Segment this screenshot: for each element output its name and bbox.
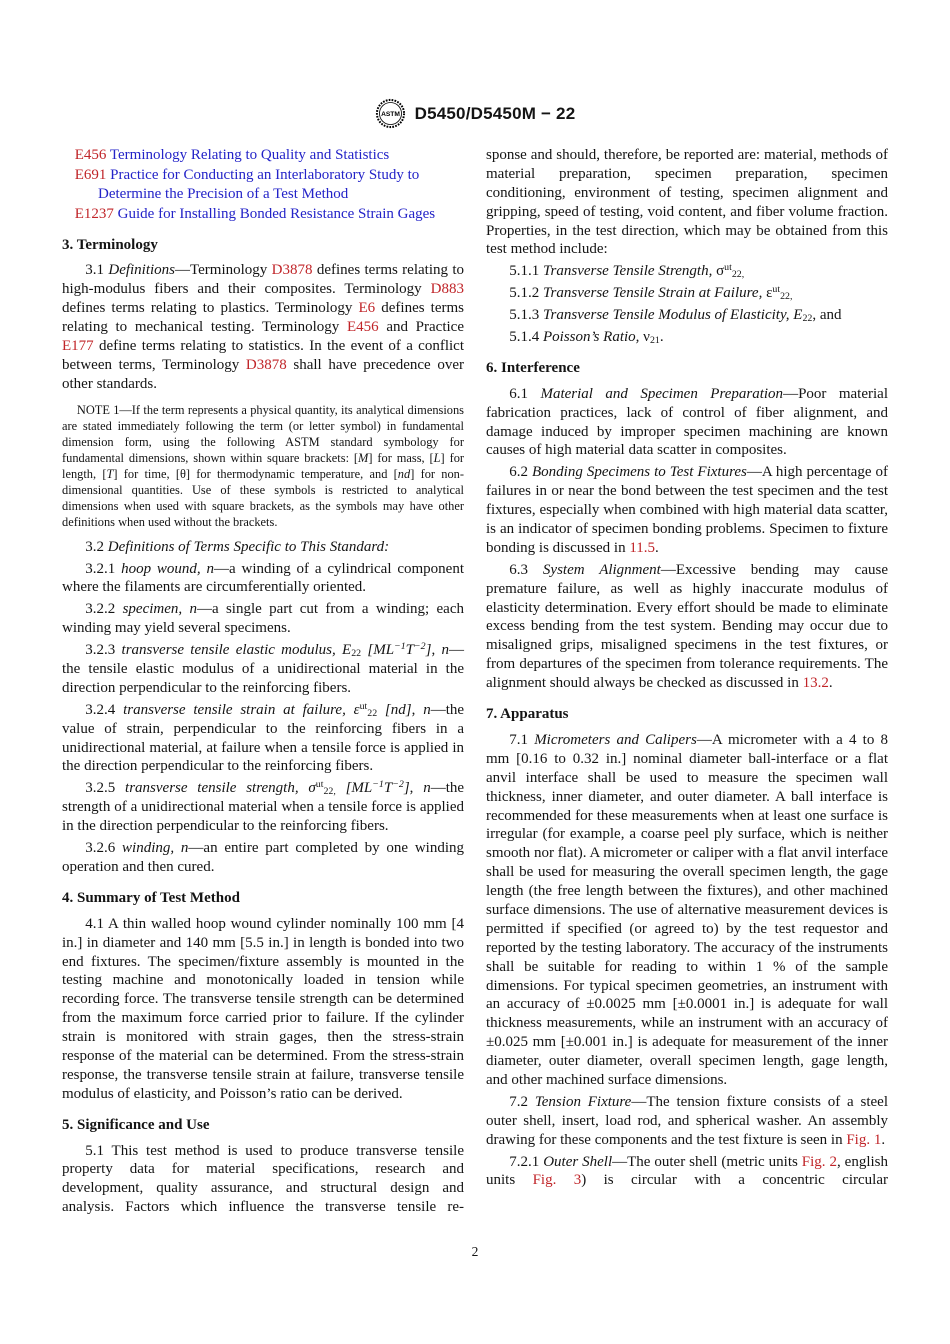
text-segment: n bbox=[441, 642, 449, 659]
paragraph bbox=[486, 328, 888, 347]
text-segment: σ bbox=[716, 263, 725, 280]
text-segment: —Excessive bending may cause premature failure, as well as highly inaccurate modulus of elasticity determination. Every effort should be made to eliminate excess bending from the test system. Bending may occur due to misaligned grips, misaligned specimens in the test fixtures, or from departures of the specimen from tolerance requirements. The alignment should always be checked as discussed in bbox=[486, 561, 888, 692]
right-column bbox=[486, 146, 888, 1220]
text-segment: —A high percentage of failures in or near the bond between the test specimen and the test fixtures, especially when combined with high material data scatter, is an indicator of specimen bonding problems. Specimen to fixture bonding is discussed in bbox=[486, 464, 888, 556]
text-segment: , and bbox=[812, 307, 842, 324]
cross-reference-link[interactable]: Fig. 3 bbox=[532, 1172, 582, 1189]
text-segment: Definitions bbox=[108, 262, 176, 279]
text-segment: 3.2.5 bbox=[85, 780, 126, 797]
text-segment: defines terms relating to plastics. Terminology bbox=[62, 300, 359, 317]
text-segment: —Poor material fabrication practices, lack of control of fiber alignment, and damage induced by improper specimen machining are known causes of high material data scatter in composites. bbox=[486, 385, 888, 459]
text-segment: 6. Interference bbox=[486, 359, 580, 376]
text-segment: ] bbox=[425, 642, 432, 659]
text-segment: —a winding of a cylindrical component where the filaments are circumferentially oriented. bbox=[62, 560, 464, 596]
text-segment: sponse and should, therefore, be reported are: material, methods of material preparation, specimen preparation, specimen conditioning, environment of testing, specimen alignment and gripping, speed of testing, void content, and fiber volume fraction. Properties, in the test direction, which may be obtained from this test method include: bbox=[486, 147, 888, 258]
cross-reference-link[interactable]: E456 bbox=[74, 147, 110, 163]
paragraph bbox=[62, 261, 464, 393]
paragraph bbox=[486, 1153, 888, 1191]
cross-reference-link[interactable]: Fig. 2 bbox=[801, 1153, 837, 1170]
page-header bbox=[62, 98, 888, 129]
cross-reference-link[interactable]: 13.2 bbox=[802, 675, 829, 692]
text-segment: 5.1 This test method is used to produce transverse tensile property data for material specifications, research and development, quality assurance, and structural design and analysis. Factors which influence the transverse tensile re- bbox=[62, 1142, 464, 1216]
cross-reference-link[interactable]: D3878 bbox=[245, 356, 287, 373]
text-segment: 5.1.4 bbox=[509, 329, 543, 346]
astm-logo-text: ASTM bbox=[380, 111, 400, 119]
text-segment: . bbox=[659, 329, 664, 346]
two-column-layout bbox=[62, 146, 888, 1220]
text-segment: ε bbox=[353, 701, 360, 718]
text-segment: Bonding Specimens to Test Fixtures bbox=[532, 464, 747, 481]
text-segment: n bbox=[423, 701, 431, 718]
text-segment: Definitions of Terms Specific to This Standard: bbox=[107, 538, 390, 555]
paragraph bbox=[62, 915, 464, 1104]
text-segment: 7. Apparatus bbox=[486, 706, 569, 723]
text-segment: winding, n bbox=[122, 840, 189, 857]
paragraph bbox=[62, 600, 464, 638]
paragraph bbox=[62, 538, 464, 557]
cross-reference-link[interactable]: E1237 bbox=[74, 205, 118, 222]
text-segment: , bbox=[431, 642, 442, 659]
text-segment: Tension Fixture bbox=[534, 1093, 632, 1110]
paragraph bbox=[62, 701, 464, 777]
paragraph bbox=[62, 839, 464, 877]
text-segment: Poisson’s Ratio, bbox=[543, 329, 644, 346]
text-segment: transverse tensile strain at failure, bbox=[123, 701, 354, 718]
text-segment: —The outer shell (metric units bbox=[612, 1153, 802, 1170]
text-segment: specimen, n bbox=[122, 601, 197, 618]
text-segment: —the value of strain, perpendicular to the reinforcing fibers in a unidirectional material, at failure when a tensile force is applied in the direction perpendicular to the reinforcing fibers. bbox=[62, 701, 465, 775]
text-segment: , bbox=[409, 780, 424, 797]
text-segment: —an entire part completed by one winding operation and then cured. bbox=[62, 840, 464, 875]
text-segment: transverse tensile elastic modulus, E bbox=[121, 642, 352, 659]
text-segment: −2 bbox=[414, 641, 426, 653]
page-footer bbox=[0, 1244, 950, 1260]
text-segment: . bbox=[881, 1131, 886, 1148]
document-designation: D5450/D5450M − 22 bbox=[414, 103, 576, 123]
text-segment: 22 bbox=[351, 648, 362, 660]
text-segment: −1 bbox=[372, 779, 384, 791]
text-segment: −1 bbox=[394, 641, 406, 653]
text-segment: 5.1.3 bbox=[509, 307, 543, 324]
text-segment: Material and Specimen Preparation bbox=[540, 385, 784, 402]
paragraph bbox=[486, 385, 888, 461]
text-segment: 6.2 bbox=[509, 464, 532, 481]
standard-title-link[interactable]: Practice for Conducting an Interlaboratory Study to Determine the Precision of a Test Method bbox=[98, 166, 420, 202]
paragraph bbox=[486, 731, 888, 1090]
paragraph bbox=[62, 560, 464, 598]
text-segment: —A micrometer with a 4 to 8 mm [0.16 to 0.32 in.] nominal diameter ball-interface or a flat anvil interface shall be used to measure the specimen wall thickness, inner diameter, and outer diameter. A ball interface is recommended for these measurements when at least one surface is irregular (for example, a coarse peel ply surface, which is neither smooth nor flat). A micrometer or caliper with a flat anvil interface shall be used for measuring the overall specimen length, the gage length (the free length between the fixtures), and other machined surface dimensions. The use of alternative measurement devices is permitted if specified (or agreed to) by the test requestor and reported by the testing laboratory. The accuracy of the instruments shall be suitable for reading to within 1 % of the sample dimensions. For typical specimen geometries, an instrument with an accuracy of ±0.0025 mm [±0.0001 in.] is adequate for wall thickness measurements, while an instrument with an accuracy of ±0.025 mm [±0.001 in.] is adequate for measurement of the inner diameter, outer diameter, overall specimen length, gage length, and other machined surface dimensions. bbox=[486, 731, 889, 1088]
referenced-document-item bbox=[62, 166, 464, 204]
text-segment: 3.2 bbox=[85, 538, 108, 555]
left-column bbox=[62, 146, 464, 1220]
cross-reference-link[interactable]: D3878 bbox=[271, 262, 313, 279]
text-segment: Transverse Tensile Modulus of Elasticity, E bbox=[543, 307, 803, 324]
text-segment: —the strength of a unidirectional material when a tensile force is applied in the direction perpendicular to the reinforcing fibers. bbox=[62, 780, 465, 835]
text-segment: —a single part cut from a winding; each winding may yield several specimens. bbox=[62, 601, 464, 637]
text-segment: ut bbox=[724, 262, 732, 274]
text-segment: M bbox=[358, 450, 369, 465]
section-heading bbox=[62, 236, 464, 255]
text-segment: 7.2 bbox=[509, 1093, 535, 1110]
text-segment: ν bbox=[643, 329, 650, 346]
text-segment: 4. Summary of Test Method bbox=[62, 889, 240, 906]
text-segment: 3.2.2 bbox=[85, 601, 123, 618]
text-segment: 5.1.2 bbox=[509, 285, 543, 302]
text-segment: ut bbox=[315, 779, 324, 791]
text-segment: 3.2.3 bbox=[85, 642, 122, 659]
text-segment: 21 bbox=[649, 335, 660, 347]
text-segment: Micrometers and Calipers bbox=[534, 731, 697, 748]
cross-reference-link[interactable]: Fig. 1 bbox=[846, 1131, 882, 1148]
text-segment: transverse tensile strength, bbox=[125, 780, 309, 797]
page-number: 2 bbox=[471, 1244, 479, 1259]
text-segment: ] for non-dimensional quantities. Use of these symbols is restricted to analytical dimensions when used with square brackets, as the symbols may have other definitions when used without the brackets. bbox=[62, 466, 464, 529]
text-segment: nd bbox=[397, 466, 411, 481]
text-segment: . bbox=[828, 675, 833, 692]
text-segment: Transverse Tensile Strength, bbox=[543, 263, 717, 280]
text-segment: ] for mass, [ bbox=[368, 450, 434, 465]
text-segment: n bbox=[423, 780, 431, 797]
text-segment: —the tensile elastic modulus of a unidirectional material in the direction perpendicular to the reinforcing fibers. bbox=[62, 642, 464, 696]
standard-title-link[interactable]: Guide for Installing Bonded Resistance Strain Gages bbox=[117, 205, 436, 222]
note-paragraph bbox=[62, 402, 464, 530]
referenced-document-item bbox=[62, 205, 464, 224]
text-segment: 4.1 A thin walled hoop wound cylinder nominally 100 mm [4 in.] in diameter and 140 mm [5.5 in.] in length is bonded into two end fixtures. The specimen/fixture assembly is mounted in the testing machine and monotonically loaded in tension while recording force. The transverse tensile strength can be determined from the maximum force carried prior to failure. If the cylinder strain is monitored with strain gages, then the stress-strain response of the material can be determined. From the stress-strain response, the transverse tensile strain at failure, transverse tensile modulus of elasticity, and Poisson’s ratio can be derived. bbox=[62, 915, 464, 1102]
paragraph bbox=[62, 641, 464, 698]
text-segment: ε bbox=[766, 285, 773, 302]
text-segment: ) is circular with a concentric circular bbox=[581, 1172, 888, 1189]
paragraph bbox=[486, 306, 888, 325]
text-segment: 6.3 bbox=[509, 561, 543, 578]
text-segment: , english units bbox=[486, 1153, 888, 1189]
text-segment: T bbox=[383, 780, 393, 797]
cross-reference-link[interactable]: E691 bbox=[74, 166, 111, 183]
text-segment: 22, bbox=[780, 291, 793, 303]
paragraph bbox=[486, 561, 888, 693]
section-heading bbox=[62, 1116, 464, 1135]
cross-reference-link[interactable]: E6 bbox=[358, 300, 376, 317]
text-segment: ] bbox=[403, 780, 410, 797]
text-segment: L bbox=[433, 450, 441, 465]
text-segment: hoop wound, n bbox=[121, 560, 215, 577]
text-segment: and Practice bbox=[378, 319, 464, 336]
standard-title-link[interactable]: Terminology Relating to Quality and Statistics bbox=[109, 147, 390, 163]
text-segment: —The tension fixture consists of a steel outer shell, insert, load rod, and spherical washer. An assembly drawing for these components and the test fixture is seen in bbox=[486, 1093, 889, 1148]
paragraph bbox=[486, 1093, 888, 1150]
text-segment: define terms relating to statistics. In the event of a conflict between terms, Terminology bbox=[62, 338, 464, 373]
text-segment: . bbox=[655, 539, 659, 556]
text-segment: , bbox=[411, 701, 424, 718]
text-segment: Transverse Tensile Strain at Failure, bbox=[543, 285, 767, 302]
paragraph bbox=[62, 779, 464, 836]
text-segment: ut bbox=[359, 700, 368, 712]
text-segment: defines terms relating to high-modulus fibers and their composites. Terminology bbox=[62, 262, 465, 298]
text-segment: shall have precedence over other standards. bbox=[62, 356, 464, 392]
text-segment: 5. Significance and Use bbox=[62, 1116, 210, 1133]
section-heading bbox=[486, 705, 888, 724]
text-segment: ] for length, [ bbox=[62, 450, 465, 481]
text-segment: −2 bbox=[392, 779, 404, 791]
text-segment: T bbox=[405, 642, 415, 659]
text-segment: Outer Shell bbox=[543, 1153, 613, 1170]
text-segment: 3.1 bbox=[85, 262, 109, 279]
text-segment: 22, bbox=[323, 786, 336, 798]
paragraph bbox=[486, 262, 888, 281]
text-segment: 22 bbox=[802, 313, 813, 325]
paragraph bbox=[486, 463, 888, 557]
text-segment: 7.1 bbox=[509, 731, 535, 748]
text-segment: NOTE 1—If the term represents a physical quantity, its analytical dimensions are stated immediately following the term (or letter symbol) in fundamental dimension form, using the following ASTM standard symbology for fundamental dimensions, shown within square brackets: [ bbox=[62, 402, 464, 465]
text-segment: [ML bbox=[361, 642, 395, 659]
text-segment: ] for time, [θ] for thermodynamic temperature, and [ bbox=[113, 466, 398, 481]
text-segment: 3.2.1 bbox=[85, 560, 122, 577]
cross-reference-link[interactable]: E456 bbox=[346, 319, 379, 336]
cross-reference-link[interactable]: E177 bbox=[62, 338, 94, 355]
section-heading bbox=[486, 359, 888, 378]
text-segment: 6.1 bbox=[509, 385, 541, 402]
text-segment: [ML bbox=[335, 780, 373, 797]
text-segment: 3.2.6 bbox=[85, 840, 123, 857]
text-segment: 22 bbox=[367, 707, 378, 719]
text-segment: —Terminology bbox=[175, 262, 272, 279]
text-segment: System Alignment bbox=[542, 561, 661, 578]
astm-logo bbox=[375, 98, 406, 129]
section-heading bbox=[62, 889, 464, 908]
continued-paragraph bbox=[486, 146, 888, 259]
text-segment: σ bbox=[308, 780, 316, 797]
text-segment: T bbox=[106, 466, 114, 481]
text-segment: ut bbox=[772, 284, 781, 296]
text-segment: 7.2.1 bbox=[509, 1153, 544, 1170]
text-segment: defines terms relating to mechanical testing. Terminology bbox=[62, 300, 464, 336]
referenced-document-item bbox=[62, 146, 464, 165]
cross-reference-link[interactable]: D883 bbox=[430, 281, 464, 298]
paragraph bbox=[486, 284, 888, 303]
paragraph bbox=[62, 1142, 464, 1218]
text-segment: 3.2.4 bbox=[85, 701, 124, 718]
cross-reference-link[interactable]: 11.5 bbox=[629, 539, 656, 556]
text-segment: 5.1.1 bbox=[509, 263, 543, 280]
text-segment: [nd] bbox=[377, 701, 412, 718]
text-segment: 22, bbox=[731, 269, 745, 281]
text-segment: 3. Terminology bbox=[62, 236, 158, 253]
